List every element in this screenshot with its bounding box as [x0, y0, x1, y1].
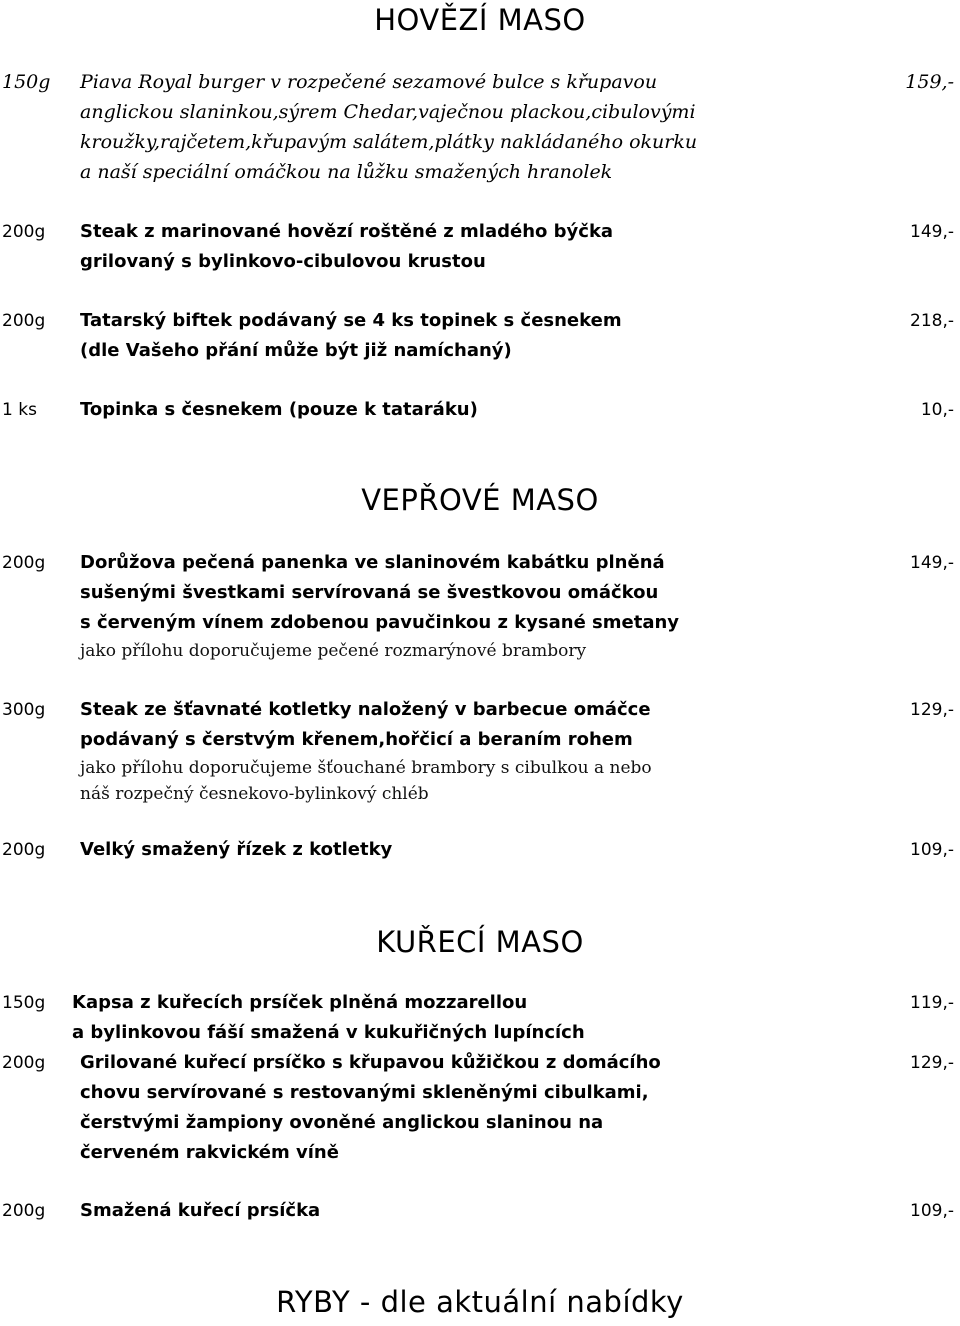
item-line: podávaný s čerstvým křenem,hořčicí a beraním rohem: [80, 729, 633, 750]
item-price: 149,-: [910, 222, 954, 242]
item-line: (dle Vašeho přání může být již namíchaný): [80, 340, 512, 361]
section-title-pork: VEPŘOVÉ MASO: [361, 483, 599, 517]
item-line: s červeným vínem zdobenou pavučinkou z kysané smetany: [80, 612, 680, 633]
item-line: Tatarský biftek podávaný se 4 ks topinek s česnekem: [80, 310, 622, 331]
item-quantity: 300g: [2, 700, 46, 720]
item-quantity: 200g: [2, 222, 46, 242]
item-description: [80, 1196, 870, 1226]
item-line: Kapsa z kuřecích prsíček plněná mozzarellou: [72, 992, 528, 1013]
item-quantity: 150g: [2, 71, 51, 93]
item-note: jako přílohu doporučujeme pečené rozmarýnové brambory: [80, 641, 587, 661]
item-line: a naší speciální omáčkou na lůžku smažených hranolek: [80, 161, 613, 183]
item-note: jako přílohu doporučujeme šťouchané brambory s cibulkou a nebo: [80, 758, 652, 778]
item-description: [80, 835, 870, 865]
item-price: 119,-: [910, 993, 954, 1013]
section-title-chicken: KUŘECÍ MASO: [376, 925, 584, 959]
item-line: Topinka s česnekem (pouze k tataráku): [80, 399, 478, 420]
item-description: [80, 695, 870, 807]
item-description: [80, 1048, 870, 1168]
item-price: 129,-: [910, 1053, 954, 1073]
item-quantity: 200g: [2, 1201, 46, 1221]
item-quantity: 200g: [2, 311, 46, 331]
item-line: Grilované kuřecí prsíčko s křupavou kůžičkou z domácího: [80, 1052, 661, 1073]
item-quantity: 1 ks: [2, 400, 37, 420]
item-description: [80, 67, 870, 187]
item-line: grilovaný s bylinkovo-cibulovou krustou: [80, 251, 486, 272]
item-line: sušenými švestkami servírovaná se švestkovou omáčkou: [80, 582, 659, 603]
item-line: Dorůžova pečená panenka ve slaninovém kabátku plněná: [80, 552, 665, 573]
item-description: [80, 306, 870, 366]
item-description: [80, 548, 870, 664]
item-quantity: 200g: [2, 1053, 46, 1073]
item-line: kroužky,rajčetem,křupavým salátem,plátky nakládaného okurku: [80, 131, 698, 153]
item-line: čerstvými žampiony ovoněné anglickou slaninou na: [80, 1112, 604, 1133]
item-line: chovu servírované s restovanými skleněnými cibulkami,: [80, 1082, 649, 1103]
item-price: 109,-: [910, 840, 954, 860]
item-price: 10,-: [920, 400, 954, 420]
item-line: Smažená kuřecí prsíčka: [80, 1200, 321, 1221]
item-quantity: 200g: [2, 553, 46, 573]
item-description: [80, 217, 870, 277]
item-line: Piava Royal burger v rozpečené sezamové bulce s křupavou: [80, 71, 658, 93]
item-line: Steak ze šťavnaté kotletky naložený v barbecue omáčce: [80, 699, 651, 720]
item-line: Velký smažený řízek z kotletky: [80, 839, 393, 860]
item-quantity: 150g: [2, 993, 46, 1013]
item-line: Steak z marinované hovězí roštěné z mladého býčka: [80, 221, 614, 242]
section-title-fish: RYBY - dle aktuální nabídky: [276, 1285, 684, 1319]
item-price: 218,-: [910, 311, 954, 331]
item-note: náš rozpečný česnekovo-bylinkový chléb: [80, 784, 429, 804]
section-title-beef: HOVĚZÍ MASO: [374, 3, 586, 37]
item-price: 129,-: [910, 700, 954, 720]
item-line: anglickou slaninkou,sýrem Chedar,vaječnou plackou,cibulovými: [80, 101, 696, 123]
item-price: 109,-: [910, 1201, 954, 1221]
item-line: a bylinkovou fáší smažená v kukuřičných lupíncích: [72, 1022, 585, 1043]
item-quantity: 200g: [2, 840, 46, 860]
item-price: 149,-: [910, 553, 954, 573]
item-price: 159,-: [905, 71, 954, 93]
item-description: [80, 395, 870, 425]
item-line: červeném rakvickém víně: [80, 1142, 339, 1163]
item-description: [72, 988, 862, 1048]
